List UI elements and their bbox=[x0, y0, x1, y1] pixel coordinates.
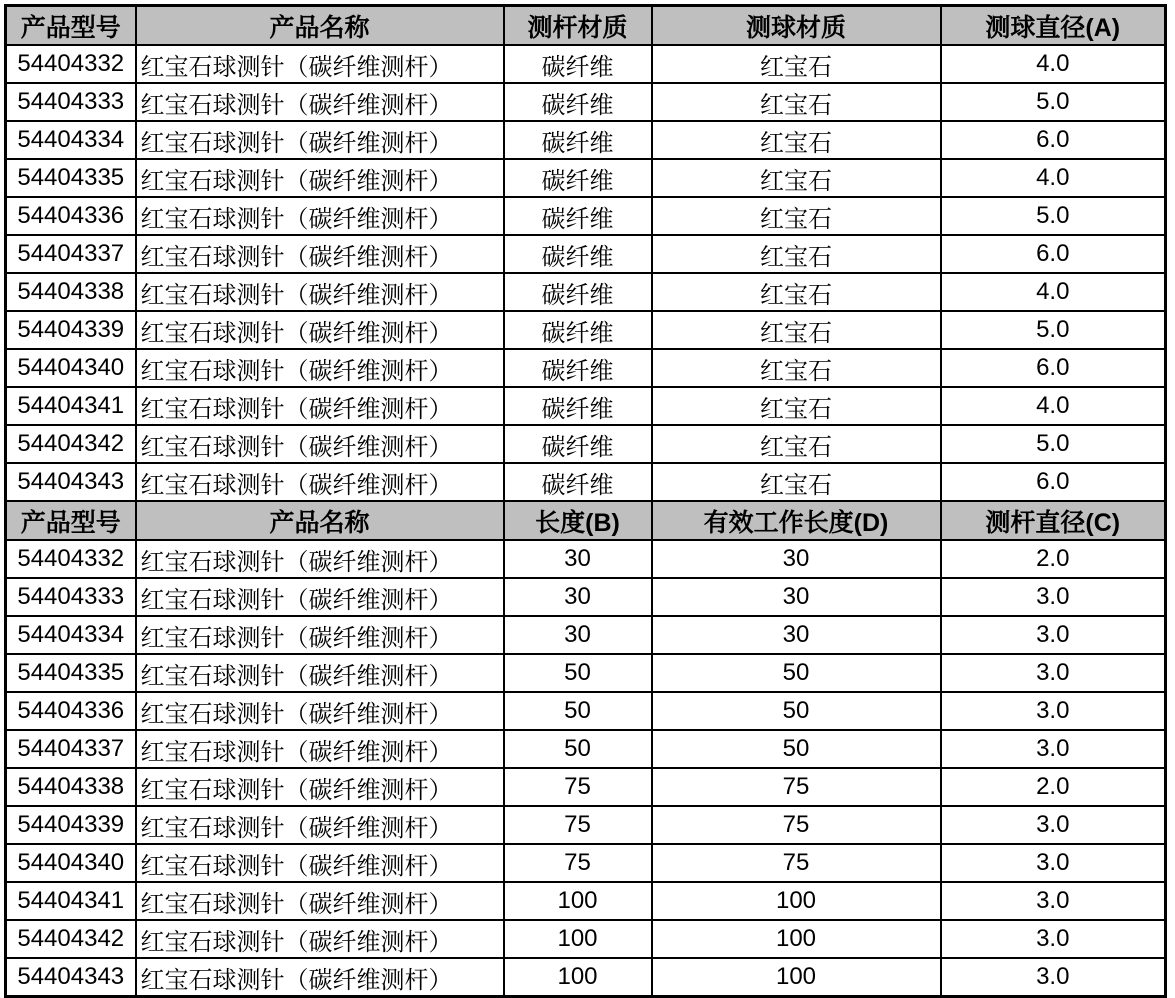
table-cell: 54404335 bbox=[6, 654, 136, 692]
table-row bbox=[6, 387, 1166, 425]
table-cell: 红宝石 bbox=[652, 349, 941, 387]
table-row bbox=[6, 730, 1166, 768]
table-cell: 碳纤维 bbox=[504, 311, 652, 349]
table-cell: 54404341 bbox=[6, 387, 136, 425]
table-cell: 红宝石球测针（碳纤维测杆） bbox=[136, 578, 504, 616]
table-cell: 75 bbox=[652, 844, 941, 882]
table-cell: 54404336 bbox=[6, 692, 136, 730]
table-cell: 30 bbox=[504, 578, 652, 616]
table-cell: 54404342 bbox=[6, 425, 136, 463]
table-row bbox=[6, 540, 1166, 578]
table-cell: 红宝石球测针（碳纤维测杆） bbox=[136, 121, 504, 159]
table-cell: 红宝石球测针（碳纤维测杆） bbox=[136, 197, 504, 235]
table-row bbox=[6, 958, 1166, 997]
table-cell: 红宝石球测针（碳纤维测杆） bbox=[136, 730, 504, 768]
table-cell: 3.0 bbox=[941, 806, 1166, 844]
table-cell: 红宝石 bbox=[652, 273, 941, 311]
table-cell: 5.0 bbox=[941, 83, 1166, 121]
table-cell: 碳纤维 bbox=[504, 159, 652, 197]
table-cell: 75 bbox=[652, 768, 941, 806]
table-row bbox=[6, 235, 1166, 273]
table-cell: 75 bbox=[652, 806, 941, 844]
table-row bbox=[6, 349, 1166, 387]
table-cell: 30 bbox=[652, 616, 941, 654]
table-cell: 100 bbox=[504, 958, 652, 997]
table-cell: 碳纤维 bbox=[504, 121, 652, 159]
table-row bbox=[6, 121, 1166, 159]
section1-header bbox=[6, 6, 1166, 46]
table-cell: 100 bbox=[652, 920, 941, 958]
table-cell: 5.0 bbox=[941, 425, 1166, 463]
table-cell: 碳纤维 bbox=[504, 387, 652, 425]
table-cell: 30 bbox=[652, 540, 941, 578]
table-cell: 3.0 bbox=[941, 920, 1166, 958]
table-row bbox=[6, 768, 1166, 806]
table-cell: 碳纤维 bbox=[504, 197, 652, 235]
table-cell: 红宝石 bbox=[652, 387, 941, 425]
table-cell: 红宝石球测针（碳纤维测杆） bbox=[136, 692, 504, 730]
header-cell-model: 产品型号 bbox=[6, 501, 136, 540]
table-cell: 红宝石 bbox=[652, 235, 941, 273]
header-cell-model: 产品型号 bbox=[6, 6, 136, 46]
table-cell: 3.0 bbox=[941, 654, 1166, 692]
table-cell: 54404337 bbox=[6, 730, 136, 768]
table-cell: 54404343 bbox=[6, 958, 136, 997]
product-spec-table bbox=[4, 4, 1167, 998]
table-cell: 50 bbox=[504, 692, 652, 730]
table-cell: 红宝石球测针（碳纤维测杆） bbox=[136, 311, 504, 349]
table-cell: 红宝石球测针（碳纤维测杆） bbox=[136, 83, 504, 121]
table-cell: 4.0 bbox=[941, 387, 1166, 425]
table-row bbox=[6, 920, 1166, 958]
table-cell: 54404332 bbox=[6, 45, 136, 83]
table-cell: 红宝石 bbox=[652, 311, 941, 349]
header-cell-product-name: 产品名称 bbox=[136, 6, 504, 46]
table-cell: 50 bbox=[652, 692, 941, 730]
table-cell: 红宝石球测针（碳纤维测杆） bbox=[136, 920, 504, 958]
table-cell: 54404343 bbox=[6, 463, 136, 501]
table-row bbox=[6, 654, 1166, 692]
table-cell: 54404337 bbox=[6, 235, 136, 273]
table-cell: 54404338 bbox=[6, 768, 136, 806]
header-row-section2 bbox=[6, 501, 1166, 540]
table-row bbox=[6, 425, 1166, 463]
table-cell: 75 bbox=[504, 806, 652, 844]
table-cell: 100 bbox=[504, 920, 652, 958]
table-cell: 54404333 bbox=[6, 83, 136, 121]
table-cell: 30 bbox=[652, 578, 941, 616]
table-cell: 6.0 bbox=[941, 349, 1166, 387]
table-row bbox=[6, 806, 1166, 844]
table-cell: 3.0 bbox=[941, 616, 1166, 654]
table-row bbox=[6, 616, 1166, 654]
section2-body bbox=[6, 540, 1166, 997]
table-cell: 3.0 bbox=[941, 958, 1166, 997]
section1-body bbox=[6, 45, 1166, 501]
table-cell: 54404342 bbox=[6, 920, 136, 958]
table-cell: 54404332 bbox=[6, 540, 136, 578]
header-cell-ball-material: 测球材质 bbox=[652, 6, 941, 46]
table-cell: 5.0 bbox=[941, 197, 1166, 235]
table-cell: 50 bbox=[652, 654, 941, 692]
table-cell: 红宝石球测针（碳纤维测杆） bbox=[136, 882, 504, 920]
table-cell: 红宝石 bbox=[652, 197, 941, 235]
header-cell-stylus-diameter: 测杆直径(C) bbox=[941, 501, 1166, 540]
table-cell: 54404333 bbox=[6, 578, 136, 616]
table-row bbox=[6, 463, 1166, 501]
table-cell: 红宝石 bbox=[652, 463, 941, 501]
table-row bbox=[6, 578, 1166, 616]
table-cell: 54404341 bbox=[6, 882, 136, 920]
header-cell-ball-diameter: 测球直径(A) bbox=[941, 6, 1166, 46]
table-cell: 100 bbox=[652, 882, 941, 920]
table-cell: 54404335 bbox=[6, 159, 136, 197]
table-cell: 100 bbox=[504, 882, 652, 920]
table-cell: 75 bbox=[504, 844, 652, 882]
table-cell: 54404338 bbox=[6, 273, 136, 311]
table-cell: 50 bbox=[652, 730, 941, 768]
table-cell: 50 bbox=[504, 730, 652, 768]
table-cell: 红宝石球测针（碳纤维测杆） bbox=[136, 45, 504, 83]
table-cell: 6.0 bbox=[941, 463, 1166, 501]
table-cell: 54404339 bbox=[6, 806, 136, 844]
header-cell-effective-working-length: 有效工作长度(D) bbox=[652, 501, 941, 540]
table-cell: 50 bbox=[504, 654, 652, 692]
table-cell: 碳纤维 bbox=[504, 235, 652, 273]
table-cell: 红宝石球测针（碳纤维测杆） bbox=[136, 463, 504, 501]
table-cell: 红宝石球测针（碳纤维测杆） bbox=[136, 806, 504, 844]
table-cell: 碳纤维 bbox=[504, 45, 652, 83]
table-cell: 红宝石球测针（碳纤维测杆） bbox=[136, 616, 504, 654]
header-row-section1 bbox=[6, 6, 1166, 46]
table-row bbox=[6, 844, 1166, 882]
table-row bbox=[6, 882, 1166, 920]
table-cell: 4.0 bbox=[941, 273, 1166, 311]
table-cell: 3.0 bbox=[941, 730, 1166, 768]
table-cell: 红宝石 bbox=[652, 159, 941, 197]
table-cell: 3.0 bbox=[941, 578, 1166, 616]
table-row bbox=[6, 311, 1166, 349]
table-cell: 红宝石球测针（碳纤维测杆） bbox=[136, 958, 504, 997]
table-cell: 碳纤维 bbox=[504, 349, 652, 387]
table-cell: 红宝石球测针（碳纤维测杆） bbox=[136, 654, 504, 692]
table-cell: 75 bbox=[504, 768, 652, 806]
table-cell: 碳纤维 bbox=[504, 273, 652, 311]
table-row bbox=[6, 159, 1166, 197]
table-cell: 54404340 bbox=[6, 349, 136, 387]
table-cell: 3.0 bbox=[941, 692, 1166, 730]
table-cell: 54404340 bbox=[6, 844, 136, 882]
table-cell: 红宝石球测针（碳纤维测杆） bbox=[136, 387, 504, 425]
table-cell: 红宝石 bbox=[652, 121, 941, 159]
table-cell: 54404339 bbox=[6, 311, 136, 349]
section2-header bbox=[6, 501, 1166, 540]
table-cell: 3.0 bbox=[941, 882, 1166, 920]
table-cell: 红宝石球测针（碳纤维测杆） bbox=[136, 235, 504, 273]
table-cell: 4.0 bbox=[941, 159, 1166, 197]
table-cell: 红宝石 bbox=[652, 83, 941, 121]
table-cell: 2.0 bbox=[941, 540, 1166, 578]
header-cell-length: 长度(B) bbox=[504, 501, 652, 540]
table-cell: 6.0 bbox=[941, 121, 1166, 159]
table-cell: 红宝石球测针（碳纤维测杆） bbox=[136, 159, 504, 197]
table-cell: 红宝石球测针（碳纤维测杆） bbox=[136, 768, 504, 806]
table-cell: 红宝石球测针（碳纤维测杆） bbox=[136, 273, 504, 311]
table-row bbox=[6, 692, 1166, 730]
table-cell: 54404334 bbox=[6, 616, 136, 654]
table-cell: 红宝石 bbox=[652, 45, 941, 83]
table-cell: 碳纤维 bbox=[504, 83, 652, 121]
table-row bbox=[6, 197, 1166, 235]
table-row bbox=[6, 45, 1166, 83]
table-cell: 碳纤维 bbox=[504, 463, 652, 501]
table-cell: 红宝石球测针（碳纤维测杆） bbox=[136, 425, 504, 463]
table-cell: 54404334 bbox=[6, 121, 136, 159]
table-cell: 5.0 bbox=[941, 311, 1166, 349]
header-cell-product-name: 产品名称 bbox=[136, 501, 504, 540]
table-cell: 100 bbox=[652, 958, 941, 997]
header-cell-stylus-material: 测杆材质 bbox=[504, 6, 652, 46]
table-cell: 碳纤维 bbox=[504, 425, 652, 463]
table-cell: 30 bbox=[504, 540, 652, 578]
table-cell: 3.0 bbox=[941, 844, 1166, 882]
table-cell: 红宝石球测针（碳纤维测杆） bbox=[136, 540, 504, 578]
table-cell: 30 bbox=[504, 616, 652, 654]
table-cell: 4.0 bbox=[941, 45, 1166, 83]
table-cell: 红宝石球测针（碳纤维测杆） bbox=[136, 844, 504, 882]
table-cell: 红宝石球测针（碳纤维测杆） bbox=[136, 349, 504, 387]
table-cell: 红宝石 bbox=[652, 425, 941, 463]
table-row bbox=[6, 273, 1166, 311]
table-cell: 2.0 bbox=[941, 768, 1166, 806]
table-cell: 6.0 bbox=[941, 235, 1166, 273]
table-row bbox=[6, 83, 1166, 121]
table-cell: 54404336 bbox=[6, 197, 136, 235]
